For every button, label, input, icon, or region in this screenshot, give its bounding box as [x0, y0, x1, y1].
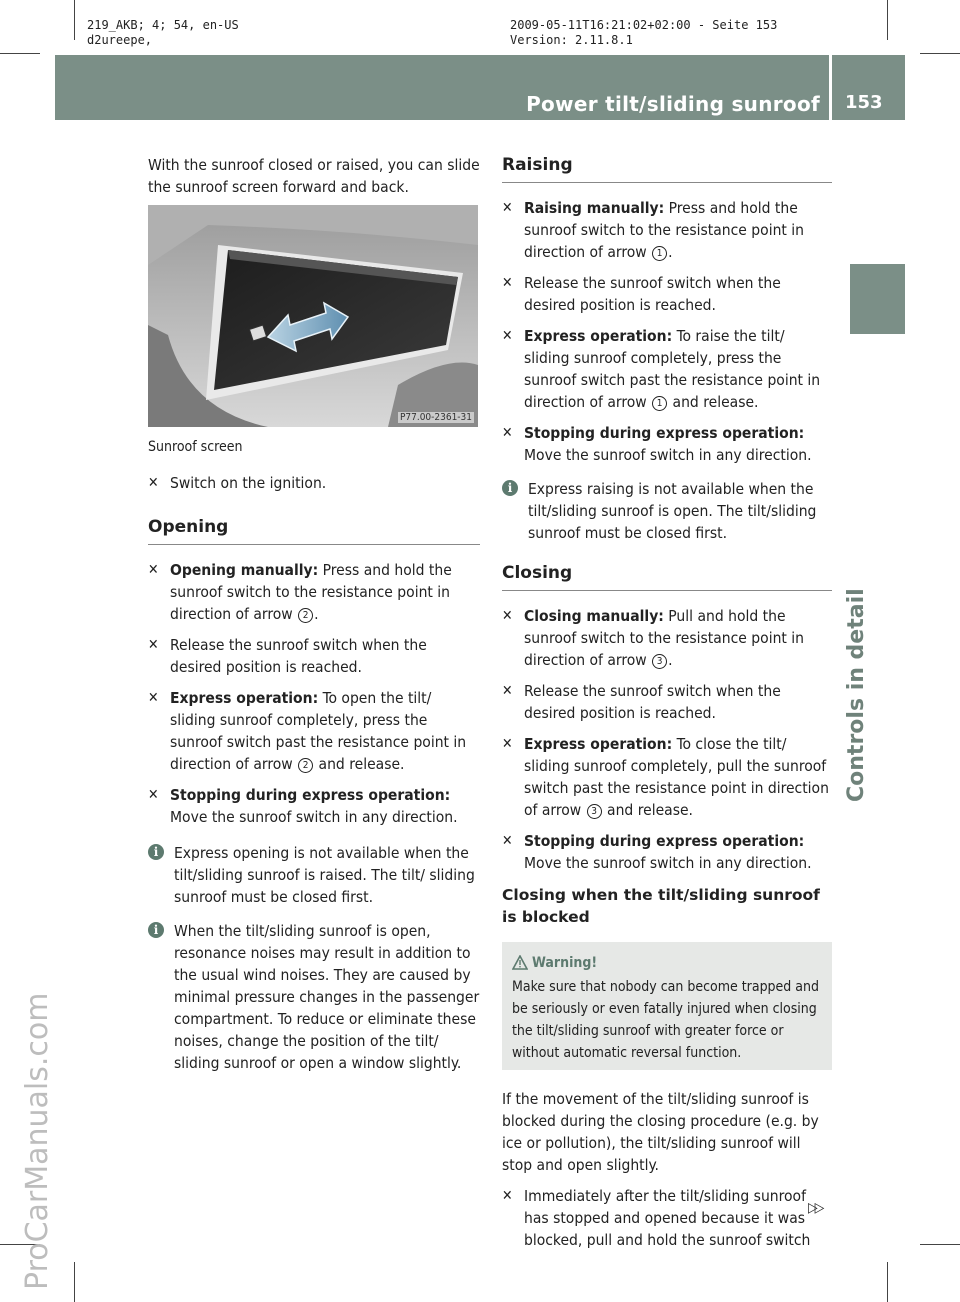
step-item — [502, 733, 832, 821]
step-bold-label: Stopping during express operation: — [524, 832, 805, 850]
step-item — [502, 605, 832, 671]
step-bold-label: Raising manually: — [524, 199, 665, 217]
step-text: Release the sunroof switch when the desired position is reached. — [170, 636, 427, 676]
step-item — [502, 830, 832, 874]
watermark: ProCarManuals.com — [20, 992, 55, 1290]
step-item — [502, 680, 832, 724]
step-marker-icon: ✕ — [148, 562, 159, 578]
step-bold-label: Express operation: — [524, 735, 673, 753]
warning-text: Make sure that nobody can become trapped and be seriously or even fatally injured when closing the tilt/sliding sunroof with greater force or without automatic reversal function. — [512, 979, 820, 1061]
step-text-end: . — [668, 651, 673, 669]
crop-mark — [74, 0, 75, 40]
continue-marker-icon: ▷▷ — [808, 1200, 822, 1216]
step-bold-label: Closing manually: — [524, 607, 664, 625]
info-text: Express opening is not available when the tilt/sliding sunroof is raised. The tilt/ sliding sunroof must be closed first. — [174, 844, 475, 906]
step-bold-label: Stopping during express operation: — [170, 786, 451, 804]
step-bold-label: Opening manually: — [170, 561, 319, 579]
info-note — [502, 478, 832, 544]
arrow-number-badge: 3 — [652, 654, 667, 669]
figure-code: P77.00-2361-31 — [399, 412, 472, 423]
step-text: Press and hold the sunroof switch to the resistance point in direction of arrow — [170, 561, 452, 623]
step-text-end: . — [668, 243, 673, 261]
step-marker-icon: ✕ — [502, 736, 513, 752]
step-bold-label: Express operation: — [170, 689, 319, 707]
step-marker-icon: ✕ — [502, 833, 513, 849]
info-icon: i — [148, 922, 164, 938]
print-meta-line: Version: 2.11.8.1 — [510, 33, 633, 47]
step-text: Switch on the ignition. — [170, 474, 327, 492]
arrow-number-badge: 3 — [587, 804, 602, 819]
step-item — [502, 197, 832, 263]
step-text: Move the sunroof switch in any direction. — [524, 446, 812, 464]
print-meta-line: 2009-05-11T16:21:02+02:00 - Seite 153 — [510, 18, 778, 32]
step-text: Release the sunroof switch when the desired position is reached. — [524, 682, 781, 722]
step-item — [148, 784, 480, 828]
crop-mark — [0, 53, 40, 54]
step-marker-icon: ✕ — [502, 328, 513, 344]
step-text: To raise the tilt/ sliding sunroof completely, press the sunroof switch past the resistance point in direction of arrow — [524, 327, 821, 411]
print-meta-right — [510, 18, 777, 48]
warning-box — [502, 942, 832, 1070]
warning-title: Warning! — [532, 955, 598, 971]
section-heading-closing: Closing — [502, 562, 832, 591]
info-note — [148, 920, 480, 1074]
step-marker-icon: ✕ — [148, 637, 159, 653]
info-icon: i — [502, 480, 518, 496]
step-bold-label: Stopping during express operation: — [524, 424, 805, 442]
crop-mark — [920, 1244, 960, 1245]
header-divider — [829, 55, 832, 120]
arrow-number-badge: 1 — [652, 246, 667, 261]
step-text: Immediately after the tilt/sliding sunroof has stopped and opened because it was blocked, pull and hold the sunroof switch — [524, 1187, 811, 1249]
step-text: Pull and hold the sunroof switch to the resistance point in direction of arrow — [524, 607, 805, 669]
step-item — [502, 1185, 832, 1251]
step-text-end: . — [314, 605, 319, 623]
step-marker-icon: ✕ — [502, 1188, 513, 1204]
step-text: Press and hold the sunroof switch to the resistance point in direction of arrow — [524, 199, 805, 261]
step-item — [148, 687, 480, 775]
step-text: To close the tilt/ sliding sunroof completely, pull the sunroof switch past the resistance point in direction of arrow — [524, 735, 829, 819]
sunroof-illustration — [148, 205, 478, 427]
step-item — [502, 325, 832, 413]
step-text: Move the sunroof switch in any direction. — [170, 808, 458, 826]
print-meta-line: d2ureepe, — [87, 33, 153, 47]
section-heading-opening: Opening — [148, 516, 480, 545]
step-marker-icon: ✕ — [502, 608, 513, 624]
step-marker-icon: ✕ — [502, 425, 513, 441]
step-item — [148, 634, 480, 678]
step-text-end: and release. — [314, 755, 405, 773]
step-item — [148, 472, 480, 494]
step-bold-label: Express operation: — [524, 327, 673, 345]
step-text-end: and release. — [668, 393, 759, 411]
page-number: 153 — [845, 92, 883, 113]
right-column — [502, 154, 832, 1260]
figure-caption: Sunroof screen — [148, 439, 243, 455]
step-item — [148, 559, 480, 625]
intro-paragraph: With the sunroof closed or raised, you can slide the sunroof screen forward and back. — [148, 156, 480, 196]
left-column — [148, 154, 480, 207]
warning-header — [512, 952, 822, 974]
step-marker-icon: ✕ — [148, 475, 159, 491]
crop-mark — [887, 1262, 888, 1302]
step-item — [502, 272, 832, 316]
crop-mark — [887, 0, 888, 40]
info-text: When the tilt/sliding sunroof is open, resonance noises may result in addition to the usual wind noises. They are caused by minimal pressure changes in the passenger compartment. To reduce or eliminate these noises, change the position of the tilt/ sliding sunroof or open a window slightly. — [174, 922, 480, 1072]
section-heading-raising: Raising — [502, 154, 832, 183]
blocked-paragraph: If the movement of the tilt/sliding sunroof is blocked during the closing procedure (e.g. by ice or pollution), the tilt/sliding sunroof will stop and open slightly. — [502, 1090, 819, 1174]
step-text: Move the sunroof switch in any direction. — [524, 854, 812, 872]
info-note — [148, 842, 480, 908]
print-meta-left — [87, 18, 239, 48]
step-text: Release the sunroof switch when the desired position is reached. — [524, 274, 781, 314]
arrow-number-badge: 2 — [298, 758, 313, 773]
page-title: Power tilt/sliding sunroof — [526, 92, 820, 116]
crop-mark — [920, 53, 960, 54]
step-text: To open the tilt/ sliding sunroof completely, press the sunroof switch past the resistance point in direction of arrow — [170, 689, 467, 773]
left-column-body — [148, 436, 480, 1086]
step-marker-icon: ✕ — [502, 200, 513, 216]
subheading-blocked: Closing when the tilt/sliding sunroof is blocked — [502, 886, 820, 926]
chapter-label: Controls in detail — [844, 588, 869, 802]
warning-triangle-icon — [512, 955, 528, 970]
print-meta-line: 219_AKB; 4; 54, en-US — [87, 18, 239, 32]
step-marker-icon: ✕ — [148, 787, 159, 803]
info-icon: i — [148, 844, 164, 860]
sunroof-screen-figure — [148, 205, 478, 427]
crop-mark — [74, 1262, 75, 1302]
step-marker-icon: ✕ — [502, 275, 513, 291]
step-marker-icon: ✕ — [148, 690, 159, 706]
step-item — [502, 422, 832, 466]
info-text: Express raising is not available when the tilt/sliding sunroof is open. The tilt/sliding sunroof must be closed first. — [528, 480, 817, 542]
step-text-end: and release. — [602, 801, 693, 819]
step-marker-icon: ✕ — [502, 683, 513, 699]
arrow-number-badge: 1 — [652, 396, 667, 411]
arrow-number-badge: 2 — [298, 608, 313, 623]
